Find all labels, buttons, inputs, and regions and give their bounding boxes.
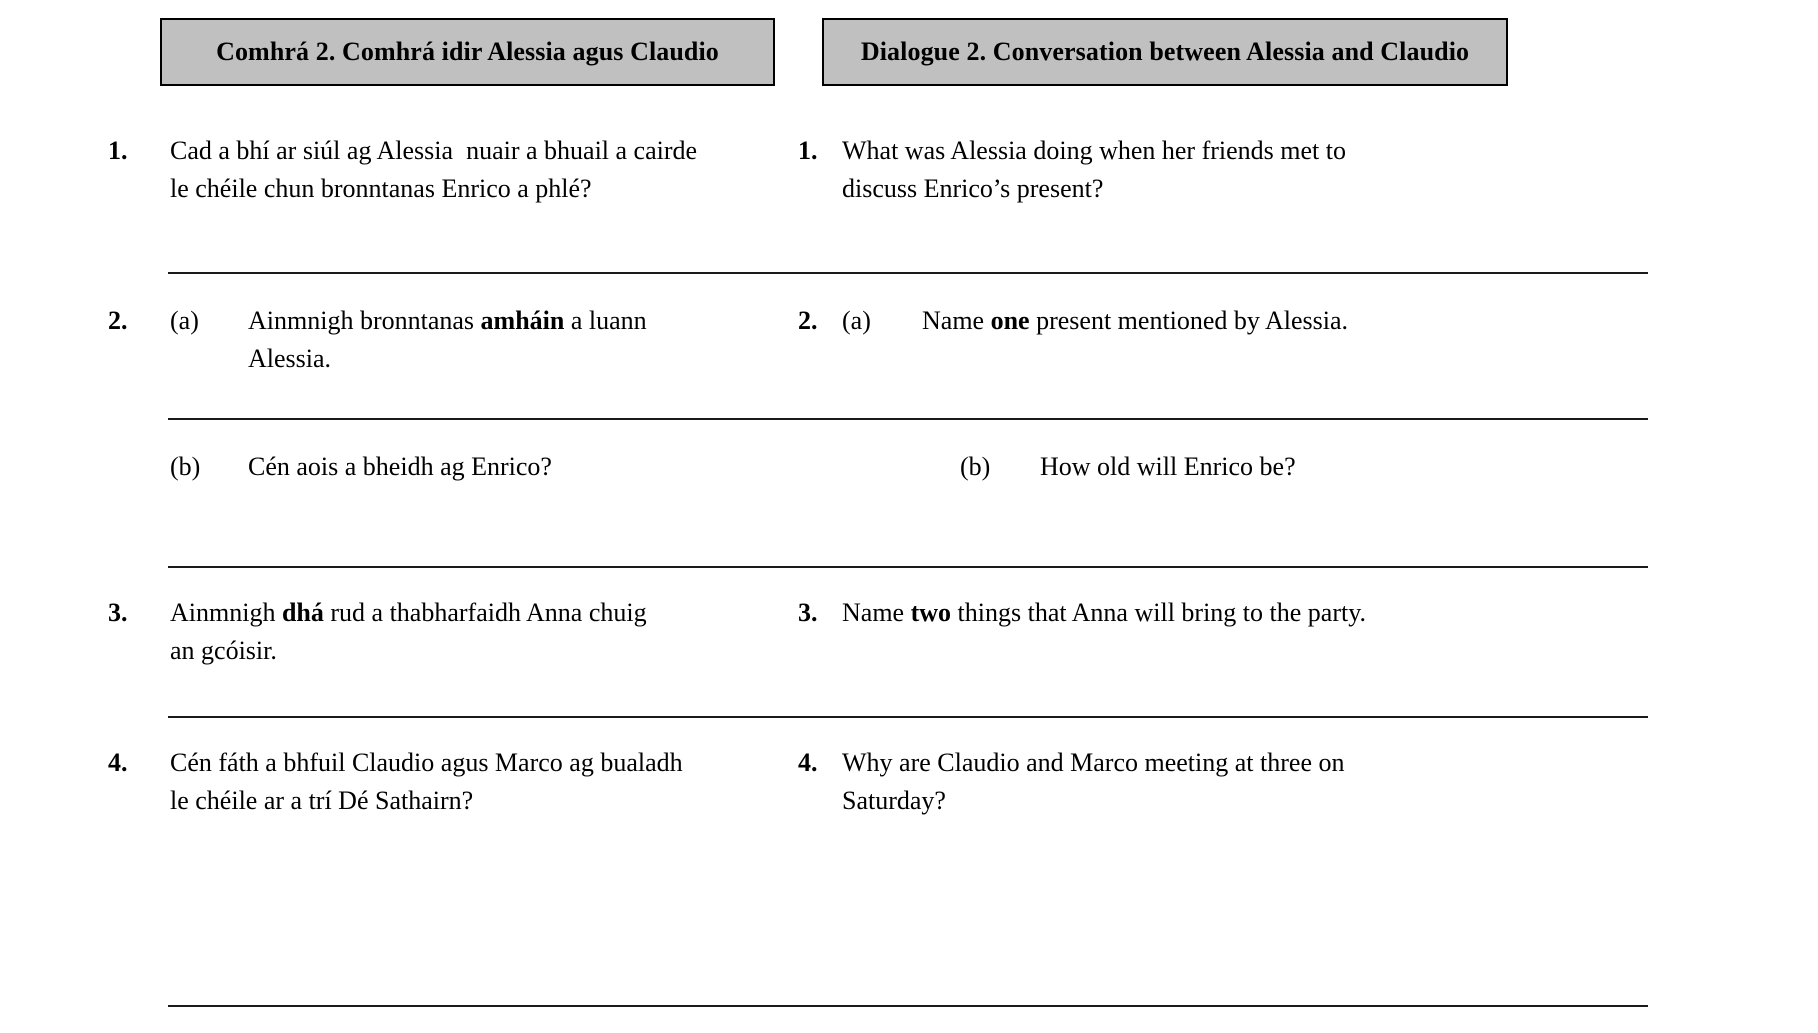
question-3-text-left-pre: Ainmnigh [170,598,282,627]
question-2a-text-left-line2: Alessia. [248,344,332,373]
question-1-english-line1 [798,132,1498,208]
question-3-text-right [842,594,1498,632]
question-1-irish-line1 [108,132,788,208]
question-4-english-row [798,744,1498,820]
question-2a-text-left-pre: Ainmnigh bronntanas [248,306,481,335]
question-3-number-left: 3. [108,598,128,627]
question-1-text-right [842,132,1498,208]
header-row [0,18,1818,86]
question-3-text-left-line2: an gcóisir. [170,636,277,665]
question-2b-english [798,448,1498,486]
question-2a-english [798,302,1498,340]
question-3-text-left-post: rud a thabharfaidh Anna chuig [323,598,647,627]
answer-line-3 [168,566,1648,568]
question-1-text-right-line2: discuss Enrico’s present? [842,174,1104,203]
question-3-english [798,594,1498,632]
question-4-number-left: 4. [108,748,128,777]
question-2a-label-right: (a) [842,306,871,335]
question-2a-text-left-post: a luann [564,306,647,335]
question-3-number-right: 3. [798,598,818,627]
question-4-number-right: 4. [798,748,818,777]
question-3-english-row [798,594,1498,632]
question-2a-text-right-emphasis: one [990,306,1030,335]
question-1-text-left-part-b: nuair a bhuail a cairde [466,136,698,165]
question-3-text-left-emphasis: dhá [281,598,324,627]
question-3-irish [108,594,788,670]
question-1-number-right: 1. [798,136,818,165]
question-1-text-left-line2: le chéile chun bronntanas Enrico a phlé? [170,174,592,203]
question-2-number-right: 2. [798,306,818,335]
question-1-text-right-line1: What was Alessia doing when her friends met to [842,136,1346,165]
question-1-number-left: 1. [108,136,128,165]
question-2b-english-row [798,448,1498,486]
question-2a-label-left: (a) [170,306,199,335]
question-2b-text-left: Cén aois a bheidh ag Enrico? [248,452,552,481]
question-2b-label-left: (b) [170,452,201,481]
question-3-irish-row [108,594,788,670]
answer-line-4 [168,716,1648,718]
question-2b-label-right: (b) [960,452,991,481]
question-4-text-right [842,744,1498,820]
question-2b-irish [108,448,788,486]
question-4-irish [108,744,788,820]
question-2-number-left: 2. [108,306,128,335]
question-2a-text-right-pre: Name [922,306,991,335]
question-2a-irish-row [108,302,788,378]
question-1-irish [108,132,788,208]
question-2b-text-right: How old will Enrico be? [1040,452,1296,481]
answer-line-2 [168,418,1648,420]
question-4-text-left-line1: Cén fáth a bhfuil Claudio agus Marco ag bualadh [170,748,683,777]
question-1-text-left-part-a: Cad a bhí ar siúl ag Alessia [170,136,454,165]
question-4-english [798,744,1498,820]
question-4-text-left [170,744,788,820]
question-2a-text-left-emphasis: amháin [480,306,565,335]
question-2a-english-row [798,302,1498,340]
question-4-irish-row [108,744,788,820]
question-2a-text-left [248,302,788,378]
question-1-text-left-space [453,136,466,165]
header-box-irish: Comhrá 2. Comhrá idir Alessia agus Claudio [160,18,775,86]
question-3-text-right-post: things that Anna will bring to the party. [951,598,1367,627]
question-3-text-right-pre: Name [842,598,911,627]
question-2a-irish [108,302,788,378]
question-2b-irish-row [108,448,788,486]
question-1-text-left [170,132,788,208]
answer-line-1 [168,272,1648,274]
question-1-english [798,132,1498,208]
question-4-text-right-line2: Saturday? [842,786,946,815]
question-4-text-left-line2: le chéile ar a trí Dé Sathairn? [170,786,474,815]
question-2a-text-right-post: present mentioned by Alessia. [1029,306,1349,335]
header-box-english: Dialogue 2. Conversation between Alessia and Claudio [822,18,1508,86]
question-3-text-left [170,594,788,670]
question-4-text-right-line1: Why are Claudio and Marco meeting at three on [842,748,1345,777]
answer-line-5 [168,1005,1648,1007]
question-3-text-right-emphasis: two [910,598,952,627]
question-2a-text-right [922,302,1498,340]
